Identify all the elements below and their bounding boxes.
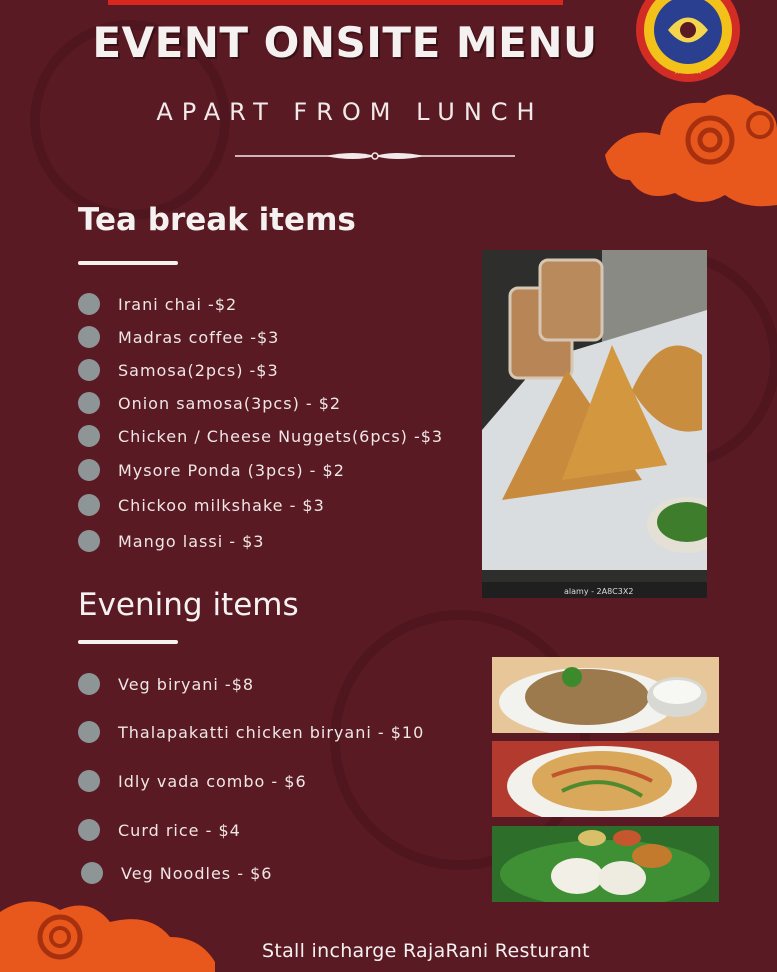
list-item	[78, 768, 307, 794]
list-item	[78, 528, 264, 554]
list-item	[78, 860, 272, 886]
noodles-photo	[492, 741, 719, 817]
evening-heading: Evening items	[78, 587, 299, 623]
svg-text:★ ★ ★: ★ ★ ★	[673, 67, 703, 77]
bullet-icon	[78, 293, 100, 315]
list-item	[78, 492, 325, 518]
bullet-icon	[78, 326, 100, 348]
biryani-photo	[492, 657, 719, 733]
bullet-icon	[78, 673, 100, 695]
bullet-icon	[78, 494, 100, 516]
tea-break-underline	[78, 261, 178, 265]
item-label: Idly vada combo - $6	[118, 771, 307, 791]
photo-watermark: alamy - 2A8C3X2	[564, 587, 634, 596]
list-item	[78, 423, 443, 449]
item-label: Thalapakatti chicken biryani - $10	[118, 722, 425, 742]
list-item	[78, 457, 345, 483]
menu-subtitle: APART FROM LUNCH	[156, 98, 544, 126]
bullet-icon	[81, 862, 103, 884]
bullet-icon	[78, 425, 100, 447]
item-label: Veg Noodles - $6	[121, 863, 273, 883]
item-label: Chickoo milkshake - $3	[118, 495, 325, 515]
top-accent-bar	[108, 0, 563, 5]
tea-samosa-photo	[482, 250, 707, 598]
list-item	[78, 390, 341, 416]
list-item	[78, 324, 279, 350]
item-label: Madras coffee -$3	[118, 327, 280, 347]
item-label: Curd rice - $4	[118, 820, 241, 840]
list-item	[78, 719, 424, 745]
item-label: Samosa(2pcs) -$3	[118, 360, 279, 380]
list-item	[78, 357, 279, 383]
bullet-icon	[78, 359, 100, 381]
cloud-decoration-bottom-left	[0, 892, 215, 972]
bullet-icon	[78, 819, 100, 841]
item-label: Veg biryani -$8	[118, 674, 255, 694]
bullet-icon	[78, 530, 100, 552]
bullet-icon	[78, 459, 100, 481]
item-label: Mango lassi - $3	[118, 531, 265, 551]
list-item	[78, 817, 241, 843]
bullet-icon	[78, 770, 100, 792]
item-label: Mysore Ponda (3pcs) - $2	[118, 460, 345, 480]
item-label: Irani chai -$2	[118, 294, 238, 314]
tea-break-heading: Tea break items	[78, 202, 356, 238]
bullet-icon	[78, 392, 100, 414]
ornamental-divider	[235, 150, 515, 162]
bullet-icon	[78, 721, 100, 743]
list-item	[78, 671, 254, 697]
list-item	[78, 291, 237, 317]
evening-underline	[78, 640, 178, 644]
item-label: Chicken / Cheese Nuggets(6pcs) -$3	[118, 426, 444, 446]
item-label: Onion samosa(3pcs) - $2	[118, 393, 342, 413]
idly-vada-photo	[492, 826, 719, 902]
footer-credit: Stall incharge RajaRani Resturant	[262, 940, 590, 962]
menu-title: EVENT ONSITE MENU	[92, 18, 598, 67]
